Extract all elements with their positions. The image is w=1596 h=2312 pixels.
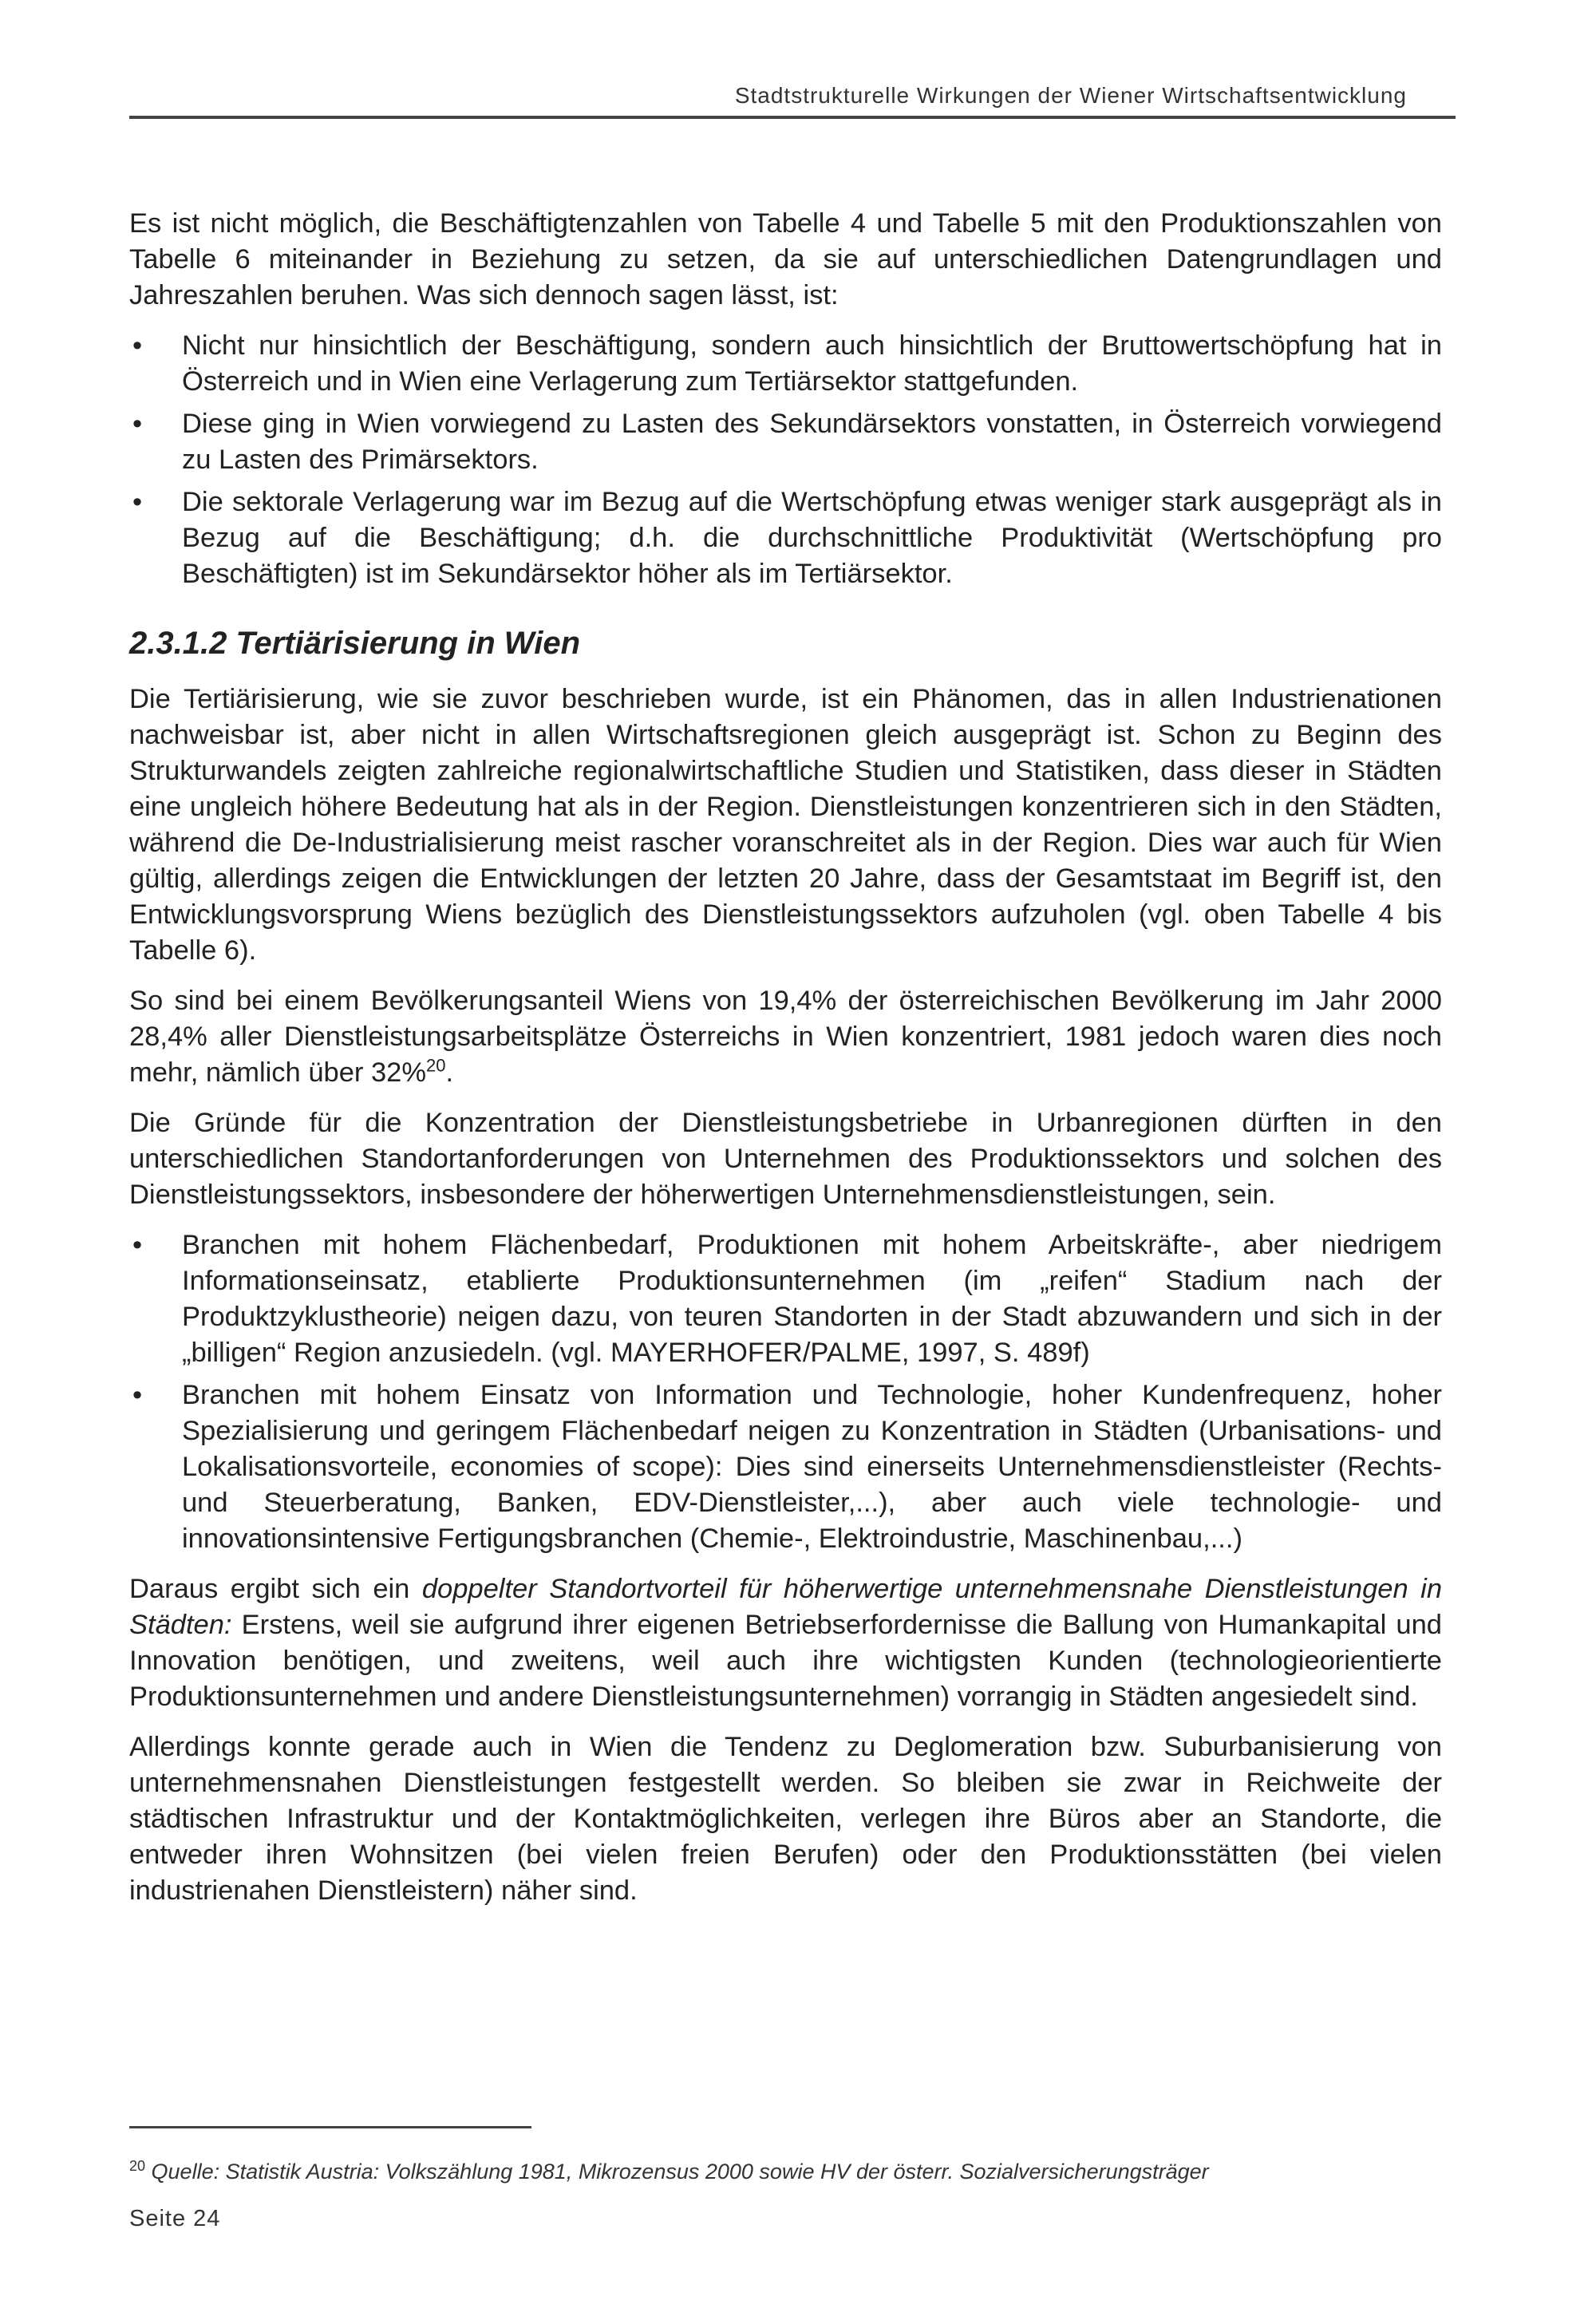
footnote-ref[interactable]: 20 [426,1055,446,1076]
branch-list [129,1227,1442,1557]
section-heading: 2.3.1.2 Tertiärisierung in Wien [129,626,580,661]
paragraph: Die Tertiärisierung, wie sie zuvor beschrieben wurde, ist ein Phänomen, das in allen Industrienationen nachweisbar ist, aber nicht in allen Wirtschaftsregionen gleich ausgeprägt ist. Schon zu Beginn des Strukturwandels zeigten zahlreiche regionalwirtschaftliche Studien und Statistiken, dass dieser in Städten eine ungleich höhere Bedeutung hat als in der Region. Dienstleistungen konzentrieren sich in den Städten, während die De-Industrialisierung meist rascher voranschreitet als in der Region. Dies war auch für Wien gültig, allerdings zeigen die Entwicklungen der letzten 20 Jahre, dass der Gesamtstaat im Begriff ist, den Entwicklungsvorsprung Wiens bezüglich des Dienstleistungssektors aufzuholen (vgl. oben Tabelle 4 bis Tabelle 6). [129,684,1442,966]
bullet-icon: • [132,487,143,517]
list-item [129,328,1442,400]
list-item-text: Die sektorale Verlagerung war im Bezug auf die Wertschöpfung etwas weniger stark ausgeprägt als in Bezug auf die Beschäftigung; d.h. die durchschnittliche Produktivität (Wertschöpfung pro Beschäftigten) ist im Sekundärsektor höher als im Tertiärsektor. [182,487,1442,589]
footnote-text: Quelle: Statistik Austria: Volkszählung 1981, Mikrozensus 2000 sowie HV der österr. Sozialversicherungsträger [145,2160,1209,2184]
list-item-text: Branchen mit hohem Flächenbedarf, Produktionen mit hohem Arbeitskräfte-, aber niedrigem Informationseinsatz, etablierte Produktionsunternehmen (im „reifen“ Stadium nach der Produktzyklustheorie) neigen dazu, von teuren Standorten in der Stadt abzuwandern und sich in der „billigen“ Region anzusiedeln. (vgl. MAYERHOFER/PALME, 1997, S. 489f) [182,1230,1442,1368]
footnote-rule [129,2126,531,2128]
paragraph-text: . [445,1057,454,1088]
bullet-icon: • [132,330,143,361]
summary-list [129,328,1442,592]
intro-paragraph: Es ist nicht möglich, die Beschäftigtenzahlen von Tabelle 4 und Tabelle 5 mit den Produktionszahlen von Tabelle 6 miteinander in Beziehung zu setzen, da sie auf unterschiedlichen Datengrundlagen und Jahreszahlen beruhen. Was sich dennoch sagen lässt, ist: [129,208,1442,310]
body-text [129,206,1442,1923]
emphasis: doppelter Standortvorteil für höherwertige unternehmensnahe Dienstleistungen in Städten: [129,1574,1442,1640]
bullet-icon: • [132,1230,143,1260]
list-item [129,1227,1442,1371]
paragraph-text: So sind bei einem Bevölkerungsanteil Wiens von 19,4% der österreichischen Bevölkerung im Jahr 2000 28,4% aller Dienstleistungsarbeitsplätze Österreichs in Wien konzentriert, 1981 jedoch waren dies noch mehr, nämlich über 32% [129,986,1442,1088]
list-item-text: Diese ging in Wien vorwiegend zu Lasten des Sekundärsektors vonstatten, in Österreich vorwiegend zu Lasten des Primärsektors. [182,409,1442,475]
paragraph: Die Gründe für die Konzentration der Dienstleistungsbetriebe in Urbanregionen dürften in den unterschiedlichen Standortanforderungen von Unternehmen des Produktionssektors und solchen des Dienstleistungssektors, insbesondere der höherwertigen Unternehmensdienstleistungen, sein. [129,1108,1442,1210]
running-header: Stadtstrukturelle Wirkungen der Wiener Wirtschaftsentwicklung [734,83,1407,108]
footnote-number: 20 [129,2158,146,2174]
list-item [129,1377,1442,1557]
list-item-text: Branchen mit hohem Einsatz von Information und Technologie, hoher Kundenfrequenz, hoher Spezialisierung und geringem Flächenbedarf neigen zu Konzentration in Städten (Urbanisations- und Lokalisationsvorteile, economies of scope): Dies sind einerseits Unternehmensdienstleister (Rechts- und Steuerberatung, Banken, EDV-Dienstleister,...), aber auch viele technologie- und innovationsintensive Fertigungsbranchen (Chemie-, Elektroindustrie, Maschinenbau,...) [182,1380,1442,1554]
header-rule [129,116,1456,119]
list-item [129,406,1442,478]
paragraph-text: Daraus ergibt sich ein [129,1574,422,1604]
bullet-icon: • [132,409,143,439]
list-item [129,484,1442,592]
bullet-icon: • [132,1380,143,1410]
footnote [129,2160,1209,2184]
paragraph [129,1571,1442,1715]
paragraph [129,983,1442,1091]
paragraph: Allerdings konnte gerade auch in Wien die Tendenz zu Deglomeration bzw. Suburbanisierung von unternehmensnahen Dienstleistungen festgestellt werden. So bleiben sie zwar in Reichweite der städtischen Infrastruktur und der Kontaktmöglichkeiten, verlegen ihre Büros aber an Standorte, die entweder ihren Wohnsitzen (bei vielen freien Berufen) oder den Produktionsstätten (bei vielen industrienahen Dienstleistern) näher sind. [129,1732,1442,1906]
page-number: Seite 24 [129,2206,221,2231]
paragraph-text: Erstens, weil sie aufgrund ihrer eigenen Betriebserfordernisse die Ballung von Humankapital und Innovation benötigen, und zweitens, weil auch ihre wichtigsten Kunden (technologieorientierte Produktionsunternehmen und andere Dienstleistungsunternehmen) vorrangig in Städten angesiedelt sind. [129,1610,1442,1712]
list-item-text: Nicht nur hinsichtlich der Beschäftigung, sondern auch hinsichtlich der Bruttowertschöpfung hat in Österreich und in Wien eine Verlagerung zum Tertiärsektor stattgefunden. [182,330,1442,397]
